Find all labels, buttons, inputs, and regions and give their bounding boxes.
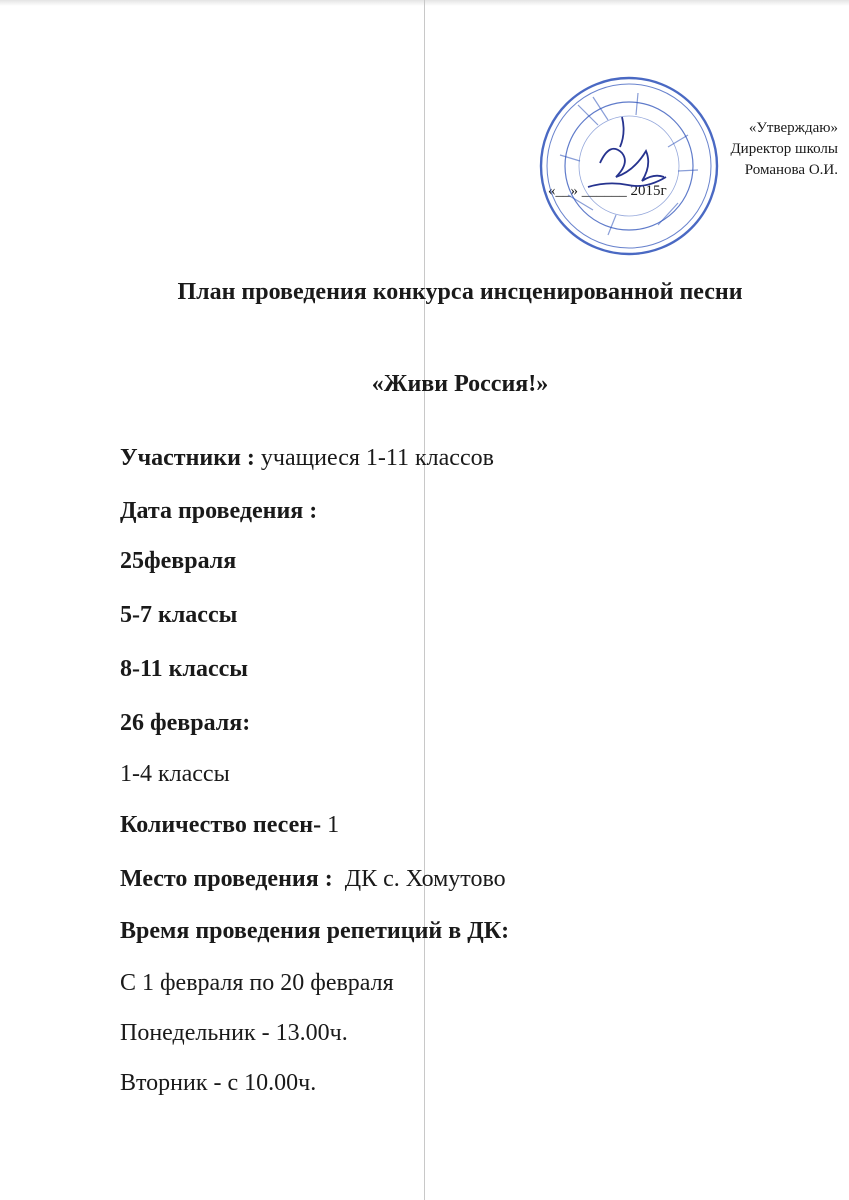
approval-name: Романова О.И.	[744, 162, 838, 178]
participants-value: учащиеся 1-11 классов	[260, 445, 494, 471]
approval-heading: «Утверждаю»	[748, 120, 838, 136]
participants-label: Участники :	[120, 445, 255, 471]
date-day-2: 26 февраля:	[120, 710, 251, 736]
document-title: План проведения конкурса инсценированной песни	[177, 279, 743, 305]
rehearsals-label: Время проведения репетиций в ДК:	[120, 918, 510, 944]
scan-vertical-line	[424, 0, 425, 1200]
date-day-1: 25февраля	[120, 548, 237, 574]
songs-value: 1	[327, 812, 340, 838]
date-group-2: 8-11 классы	[120, 656, 249, 682]
approval-date: «__» ______ 2015г	[548, 183, 667, 199]
place-value: ДК с. Хомутово	[344, 866, 506, 892]
date-label: Дата проведения :	[120, 498, 318, 524]
rehearsals-period: С 1 февраля по 20 февраля	[120, 970, 394, 996]
place-row	[120, 866, 506, 893]
place-label: Место проведения :	[120, 866, 333, 892]
date-group-3: 1-4 классы	[120, 761, 230, 787]
approval-position: Директор школы	[730, 141, 838, 157]
rehearsals-monday: Понедельник - 13.00ч.	[120, 1020, 348, 1046]
songs-label: Количество песен-	[120, 812, 322, 838]
official-seal-stamp	[538, 75, 720, 257]
document-subtitle: «Живи Россия!»	[371, 371, 549, 397]
participants-row	[120, 445, 494, 472]
rehearsals-tuesday: Вторник - с 10.00ч.	[120, 1070, 317, 1096]
songs-row	[120, 812, 339, 839]
date-group-1: 5-7 классы	[120, 602, 238, 628]
